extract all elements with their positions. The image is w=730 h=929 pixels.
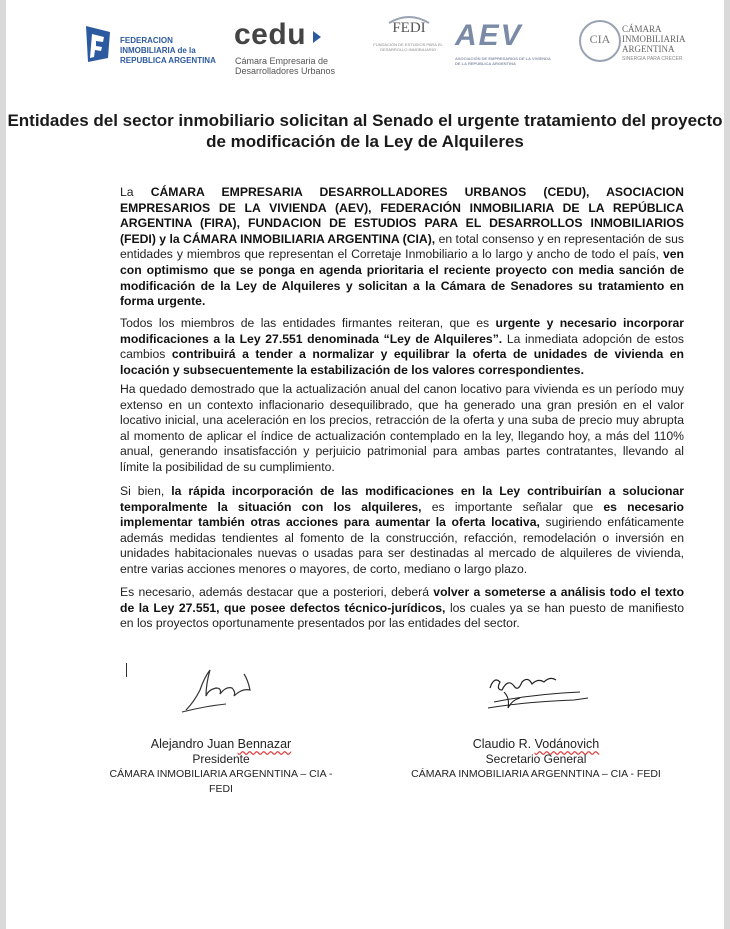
fedi-logo: FEDI [392, 20, 426, 36]
document-title: Entidades del sector inmobiliario solicitan al Senado el urgente tratamiento del proyecto de modificación de la Ley de Alquileres [7, 111, 723, 151]
cedu-logo-subtitle: Cámara Empresaria de Desarrolladores Urbanos [235, 56, 336, 76]
paragraph-3 [120, 382, 684, 476]
cia-logo-text: CÁMARA INMOBILIARIA ARGENTINA [622, 24, 685, 54]
text-run: La inmediata adopción de estos cambios [120, 331, 684, 362]
paragraph-1 [120, 185, 684, 310]
aev-logo-subtitle: ASOCIACIÓN DE EMPRESARIOS DE LA VIVIENDA DE LA REPÚBLICA ARGENTINA [455, 56, 551, 66]
paragraph-2 [120, 316, 684, 378]
signer-last-name: Bennazar [237, 737, 292, 751]
text-run: sugiriendo enfáticamente además medidas tendientes al fomento de la construcción, refacción, remodelación o inversión en unidades habitacionales nuevas o usadas para ser destinadas al mercado de alquileres de vivienda, entre varias acciones menores o mayores, de corto, mediano o largo plazo. [120, 515, 684, 576]
signer-organization: CÁMARA INMOBILIARIA ARGENNTINA – CIA - FEDI [411, 768, 661, 780]
text-run: los cuales ya se han puesto de manifiesto en los proyectos oportunamente presentados por las entidades del sector. [120, 600, 685, 631]
aev-logo: AEV [455, 19, 523, 52]
text-run: La [120, 185, 151, 199]
text-run: en total consenso y en representación de sus entidades y miembros que representan el Corretaje Inmobiliario a lo largo y ancho de todo el país, [120, 231, 684, 262]
text-run: es importante señalar que [421, 499, 604, 514]
cia-logo-mark: CIA [589, 32, 611, 46]
signer-name [398, 737, 674, 752]
signer-last-name: Vodánovich [534, 737, 600, 751]
signature-block-right [398, 737, 674, 782]
signature-right-icon [484, 668, 594, 718]
text-run: Ha quedado demostrado que la actualización anual del canon locativo para vivienda es un período muy extenso en un contexto inflacionario desequilibrado, que ha generado una gran presión en el valor locativo inicial, una aceleración en los precios, retracción de la oferta y una suba de precio muy abrupta al momento de aplicar el índice de actualización contemplado en la ley, llegando hoy, a más del 110% anual, generando insatisfacción y perjuicio patrimonial para ambas partes contratantes, llevando al límite la posibilidad de su cumplimiento. [120, 382, 684, 474]
cia-logo-icon [579, 20, 621, 62]
signer-first-name: Claudio R. [472, 737, 535, 751]
bold-text-run: ven con optimismo que se ponga en agenda prioritaria el reciente proyecto con media sanción de modificación de la Ley de Alquileres y solicitan a la Cámara de Senadores su tratamiento en forma urgente. [120, 247, 684, 309]
bold-text-run: urgente y necesario incorporar modificaciones a la Ley 27.551 denominada “Ley de Alquileres”. [120, 316, 684, 346]
signature-left-icon [176, 660, 266, 720]
signer-role: Presidente [192, 752, 250, 766]
cedu-logo: cedu [234, 18, 307, 51]
cia-logo-tagline: SINERGIA PARA CRECER [622, 56, 683, 62]
bold-text-run: es necesario implementar también otras acciones para aumentar la oferta locativa, [120, 499, 684, 530]
paragraph-5 [120, 585, 684, 632]
bold-text-run: volver a someterse a análisis todo el texto de la Ley 27.551, que posee defectos técnico-jurídicos, [120, 585, 685, 615]
bold-text-run: la rápida incorporación de las modificaciones en la Ley contribuirían a solucionar temporalmente la situación con los alquileres, [120, 484, 684, 514]
text-run: Todos los miembros de las entidades firmantes reiteran, que es [120, 316, 496, 330]
text-run: Si bien, [120, 484, 172, 498]
fira-logo-icon [82, 24, 114, 64]
document-page [6, 0, 724, 929]
signer-organization: CÁMARA INMOBILIARIA ARGENNTINA – CIA - FEDI [109, 768, 333, 795]
signer-role: Secretario General [485, 752, 587, 766]
bold-text-run: CÁMARA EMPRESARIA DESARROLLADORES URBANOS (CEDU), ASOCIACION EMPRESARIOS DE LA VIVIENDA (AEV), FEDERACIÓN INMOBILIARIA DE LA REPÚBLICA ARGENTINA (FIRA), FUNDACION DE ESTUDIOS PARA EL DESARROLLOS INMOBILIARIOS (FEDI) y la CÁMARA INMOBILIARIA ARGENTINA (CIA), [120, 185, 684, 246]
fira-logo-text: FEDERACION INMOBILIARIA de la REPUBLICA ARGENTINA [120, 36, 216, 65]
paragraph-4 [120, 484, 684, 578]
signature-block-left [106, 737, 336, 797]
signer-first-name: Alejandro Juan [150, 737, 238, 751]
cedu-arrow-icon [312, 30, 322, 44]
logo-header [6, 14, 724, 74]
text-run: Es necesario, además destacar que a posteriori, deberá [120, 585, 434, 599]
signer-name [106, 737, 336, 752]
fedi-logo-subtitle: FUNDACIÓN DE ESTUDIOS PARA EL DESARROLLO INMOBILIARIO [373, 42, 443, 52]
text-cursor[interactable] [126, 663, 127, 677]
bold-text-run: contribuirá a tender a normalizar y equilibrar la oferta de unidades de vivienda en locación y subsecuentemente la estabilización de los valores correspondientes. [120, 347, 684, 377]
